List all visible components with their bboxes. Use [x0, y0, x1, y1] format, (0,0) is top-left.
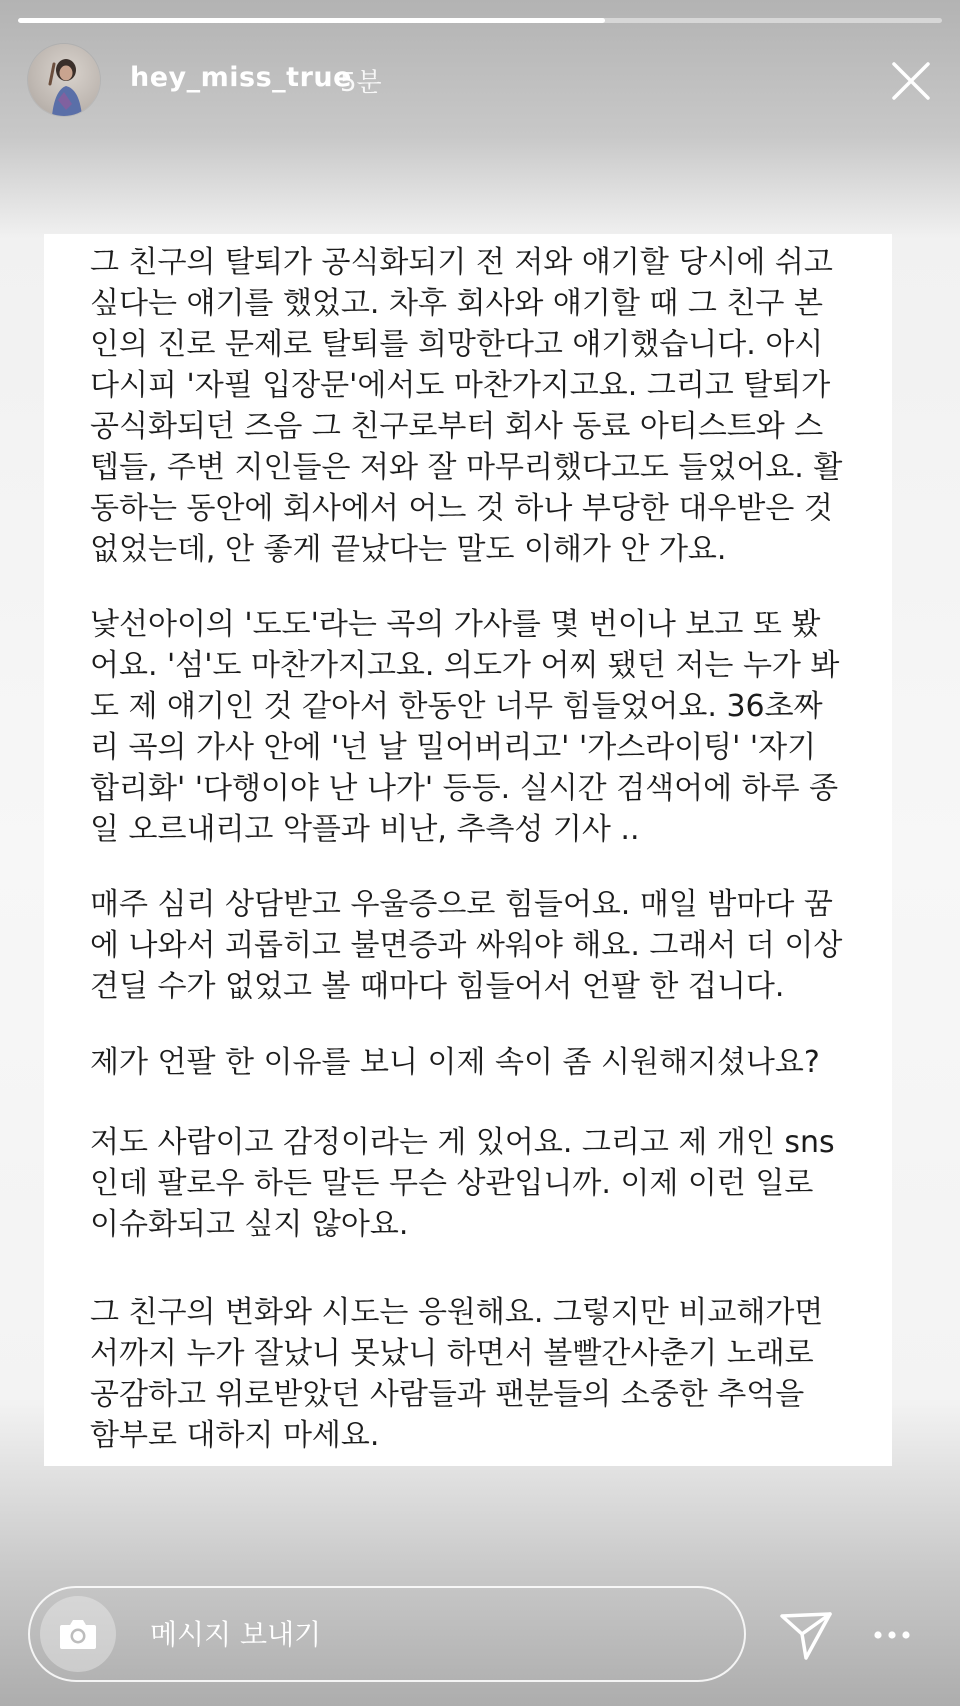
story-paragraph: 매주 심리 상담받고 우울증으로 힘들어요. 매일 밤마다 꿈 에 나와서 괴롭히고 불면증과 싸워야 해요. 그래서 더 이상 견딜 수가 없었고 볼 때마다 힘들어서 언팔 한 겁니다. — [90, 887, 843, 1004]
message-input-bar[interactable] — [28, 1586, 746, 1682]
more-icon — [872, 1620, 912, 1650]
story-paragraph: 낯선아이의 '도도'라는 곡의 가사를 몇 번이나 보고 또 봤 어요. '섬'도 마찬가지고요. 의도가 어찌 됐던 저는 누가 봐 도 제 얘기인 것 같아서 한동안 너무 힘들었어요. 36초짜 리 곡의 가사 안에 '넌 날 밀어버리고' '가스라이팅' '자기 합리화' '다행이야 난 나가' 등등. 실시간 검색어에 하루 종 일 오르내리고 악플과 비난, 추측성 기사 .. — [90, 607, 840, 847]
story-timestamp: 5분 — [340, 68, 382, 98]
camera-button[interactable] — [40, 1596, 116, 1672]
story-paragraph: 제가 언팔 한 이유를 보니 이제 속이 좀 시원해지셨나요? — [90, 1045, 820, 1080]
more-options-button[interactable] — [872, 1620, 912, 1650]
camera-icon — [58, 1616, 98, 1652]
send-icon — [778, 1606, 834, 1662]
close-button[interactable] — [886, 56, 936, 106]
message-input[interactable]: 메시지 보내기 — [150, 1618, 322, 1651]
story-progress-fill — [18, 18, 605, 23]
send-button[interactable] — [778, 1606, 834, 1662]
story-paragraph: 저도 사람이고 감정이라는 게 있어요. 그리고 제 개인 sns 인데 팔로우 하든 말든 무슨 상관입니까. 이제 이런 일로 이슈화되고 싶지 않아요. — [90, 1125, 835, 1242]
story-author-username[interactable]: hey_miss_true — [130, 62, 352, 93]
close-icon — [886, 56, 936, 106]
story-paragraph: 그 친구의 변화와 시도는 응원해요. 그렇지만 비교해가면 서까지 누가 잘났니 못났니 하면서 볼빨간사춘기 노래로 공감하고 위로받았던 사람들과 팬분들의 소중한 추억을 함부로 대하지 마세요. — [90, 1295, 824, 1453]
story-progress-bar — [18, 18, 942, 23]
story-paragraph: 그 친구의 탈퇴가 공식화되기 전 저와 얘기할 당시에 쉬고 싶다는 얘기를 했었고. 차후 회사와 얘기할 때 그 친구 본 인의 진로 문제로 탈퇴를 희망한다고 얘기했습니다. 아시 다시피 '자필 입장문'에서도 마찬가지고요. 그리고 탈퇴가 공식화되던 즈음 그 친구로부터 회사 동료 아티스트와 스 텝들, 주변 지인들은 저와 잘 마무리했다고도 들었어요. 활 동하는 동안에 회사에서 어느 것 하나 부당한 대우받은 것 없었는데, 안 좋게 끝났다는 말도 이해가 안 가요. — [90, 245, 843, 567]
avatar-photo — [28, 44, 100, 116]
story-text-card — [44, 234, 892, 1466]
avatar[interactable] — [28, 44, 100, 116]
story-header — [0, 40, 960, 120]
